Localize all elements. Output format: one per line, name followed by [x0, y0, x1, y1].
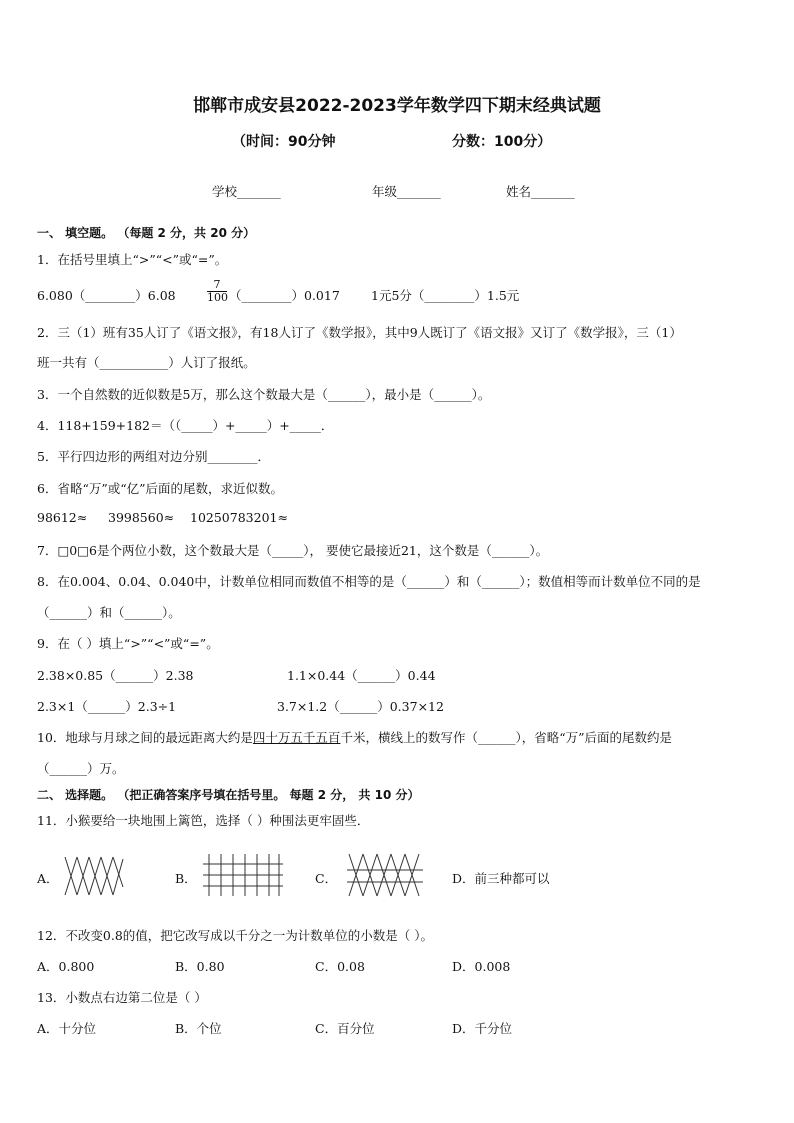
question-2-line-1: 2．三（1）班有35人订了《语文报》，有18人订了《数学报》，其中9人既订了《语文报》又订了《数学报》，三（1）: [37, 325, 682, 340]
q1-fraction: [207, 279, 227, 304]
q13-option-c: C．百分位: [315, 1021, 375, 1036]
q10-underlined-number: 四十万五千五百: [252, 730, 341, 745]
q13-option-a: A．十分位: [37, 1021, 97, 1036]
exam-time: （时间：90分钟: [232, 134, 336, 150]
q1-item-c: 1元5分（________）1.5元: [371, 288, 520, 303]
q12-option-b: B．0.80: [175, 959, 225, 974]
section1-heading: 一、 填空题。 （每题 2 分，共 20 分）: [37, 226, 256, 240]
question-3: 3．一个自然数的近似数是5万，那么这个数最大是（______），最小是（______）。: [37, 387, 491, 402]
question-7: 7．□0□6是个两位小数，这个数最大是（_____）， 要使它最接近21，这个数是（______）。: [37, 543, 549, 558]
question-6: 6．省略“万”或“亿”后面的尾数，求近似数。: [37, 481, 284, 496]
question-9: 9．在（ ）填上“>”“<”或“=”。: [37, 636, 219, 651]
fraction-numerator: 7: [207, 279, 227, 292]
q6-item-c: 10250783201≈: [190, 510, 288, 525]
q9-item-d: 3.7×1.2（______）0.37×12: [277, 699, 444, 714]
fraction-denominator: 100: [207, 291, 228, 304]
q11-option-d: D．前三种都可以: [452, 871, 550, 886]
fence-grid-icon: [201, 852, 285, 898]
q6-item-a: 98612≈: [37, 510, 88, 525]
name-field: 姓名_______: [506, 184, 575, 199]
q9-item-a: 2.38×0.85（______）2.38: [37, 668, 194, 683]
question-11: 11．小猴要给一块地围上篱笆，选择（ ）种围法更牢固些．: [37, 813, 370, 828]
question-10-line-1: [37, 728, 672, 746]
question-2-line-2: 班一共有（___________）人订了报纸。: [37, 355, 256, 370]
fence-cross-with-rails-icon: [345, 852, 425, 898]
q12-option-c: C．0.08: [315, 959, 365, 974]
q6-item-b: 3998560≈: [108, 510, 175, 525]
q1-item-b: （________）0.017: [229, 288, 340, 303]
q1-item-a: 6.080（________）6.08: [37, 288, 176, 303]
question-1: 1．在括号里填上“>”“<”或“=”。: [37, 252, 228, 267]
question-10-line-2: （______）万。: [37, 761, 125, 776]
q11-option-b-label: B．: [175, 871, 197, 886]
question-13: 13．小数点右边第二位是（ ）: [37, 990, 207, 1005]
school-field: 学校_______: [212, 184, 281, 199]
q9-item-c: 2.3×1（______）2.3÷1: [37, 699, 177, 714]
grade-field: 年级_______: [372, 184, 441, 199]
question-8-line-2: （______）和（______）。: [37, 605, 181, 620]
q11-option-a-label: A．: [37, 871, 59, 886]
question-8-line-1: 8．在0.004、0.04、0.040中，计数单位相同而数值不相等的是（______）和（______）；数值相等而计数单位不同的是: [37, 574, 701, 589]
question-5: 5．平行四边形的两组对边分别________．: [37, 449, 270, 464]
q9-item-b: 1.1×0.44（______）0.44: [287, 668, 436, 683]
question-12: 12．不改变0.8的值，把它改写成以千分之一为计数单位的小数是（ ）。: [37, 928, 434, 943]
q12-option-d: D．0.008: [452, 959, 511, 974]
q10-suffix: 千米，横线上的数写作（______），省略“万”后面的尾数约是: [340, 730, 672, 745]
fence-diagonal-lattice-icon: [63, 855, 125, 897]
exam-score: 分数：100分）: [452, 134, 552, 150]
question-4: 4．118+159+182＝（（_____）+_____）+_____．: [37, 418, 334, 433]
page-title: 邯郸市成安县2022-2023学年数学四下期末经典试题: [193, 96, 601, 116]
q11-option-c-label: C．: [315, 871, 338, 886]
q13-option-d: D．千分位: [452, 1021, 513, 1036]
section2-heading: 二、 选择题。 （把正确答案序号填在括号里。 每题 2 分， 共 10 分）: [37, 788, 420, 802]
q13-option-b: B．个位: [175, 1021, 222, 1036]
q12-option-a: A．0.800: [37, 959, 95, 974]
q10-prefix: 10．地球与月球之间的最远距离大约是: [37, 730, 253, 745]
